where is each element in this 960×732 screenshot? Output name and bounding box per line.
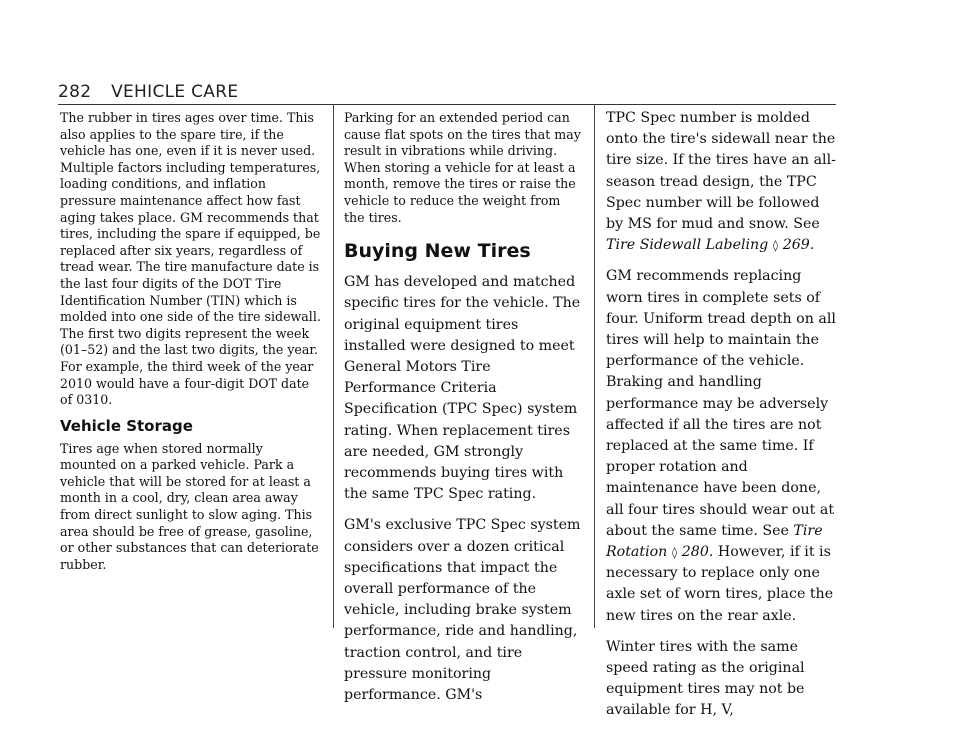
page-ref-269[interactable]: 269 [782, 237, 810, 254]
section-title: VEHICLE CARE [111, 82, 239, 102]
tpc-spec-paragraph: GM's exclusive TPC Spec system considers over a dozen critical specifications that impact the overall performance of the vehicle, including brake system performance, ride and handling, traction control, and tire pressure monitoring performance. GM's [344, 517, 581, 704]
page-ref-arrow-icon: ◊ [671, 546, 678, 560]
column-2 [344, 110, 582, 716]
winter-tires-paragraph: Winter tires with the same speed rating as the original equipment tires may not be available for H, V, [606, 638, 805, 719]
page-ref-arrow-icon: ◊ [772, 239, 779, 253]
flat-spots-paragraph: Parking for an extended period can cause flat spots on the tires that may result in vibrations while driving. When storing a vehicle for at least a month, remove the tires or raise the vehicle to reduce the weight from the tires. [344, 110, 581, 225]
column-3 [606, 108, 838, 732]
header-rule [58, 104, 836, 105]
tire-sidewall-labeling-link[interactable]: Tire Sidewall Labeling [606, 237, 769, 254]
replacing-tires-paragraph: GM recommends replacing worn tires in complete sets of four. Uniform tread depth on all tires will help to maintain the performance of the vehicle. Braking and handling performance may be adversely affected if all the tires are not replaced at the same time. If proper rotation and maintenance have been done, all four tires should wear out at about the same time. See Tire Rotation ◊ 280. However, if it is necessary to replace only one axle set of worn tires, place the new tires on the rear axle. [606, 268, 836, 624]
vehicle-storage-heading: Vehicle Storage [60, 416, 193, 435]
vehicle-storage-paragraph: Tires age when stored normally mounted on a parked vehicle. Park a vehicle that will be stored for at least a month in a cool, dry, clean area away from direct sunlight to slow aging. This area should be free of grease, gasoline, or other substances that can deteriorate rubber. [60, 440, 319, 572]
column-divider-2 [594, 104, 595, 628]
column-divider-1 [333, 104, 334, 628]
tire-aging-paragraph: The rubber in tires ages over time. This also applies to the spare tire, if the vehicle has one, even if it is never used. Multiple factors including temperatures, loading conditions, and inflation pressure maintenance affect how fast aging takes place. GM recommends that tires, including the spare if equipped, be replaced after six years, regardless of tread wear. The tire manufacture date is the last four digits of the DOT Tire Identification Number (TIN) which is molded into one side of the tire sidewall. The first two digits represent the week (01–52) and the last two digits, the year. For example, the third week of the year 2010 would have a four-digit DOT date of 0310. [60, 110, 321, 408]
column-1 [60, 110, 322, 573]
page-number: 282 [58, 82, 92, 102]
buying-new-tires-heading: Buying New Tires [344, 240, 531, 263]
tpc-number-paragraph: TPC Spec number is molded onto the tire's sidewall near the tire size. If the tires have an all-season tread design, the TPC Spec number will be followed by MS for mud and snow. See Tire Sidewall Labeling ◊ 269. [606, 110, 836, 254]
tire-rotation-link[interactable]: Tire Rotation [606, 522, 823, 561]
gm-developed-paragraph: GM has developed and matched specific tires for the vehicle. The original equipment tires installed were designed to meet General Motors Tire Performance Criteria Specification (TPC Spec) system rating. When replacement tires are needed, GM strongly recommends buying tires with the same TPC Spec rating. [344, 274, 581, 503]
page-ref-280[interactable]: 280 [681, 544, 709, 561]
page-header [58, 82, 238, 102]
